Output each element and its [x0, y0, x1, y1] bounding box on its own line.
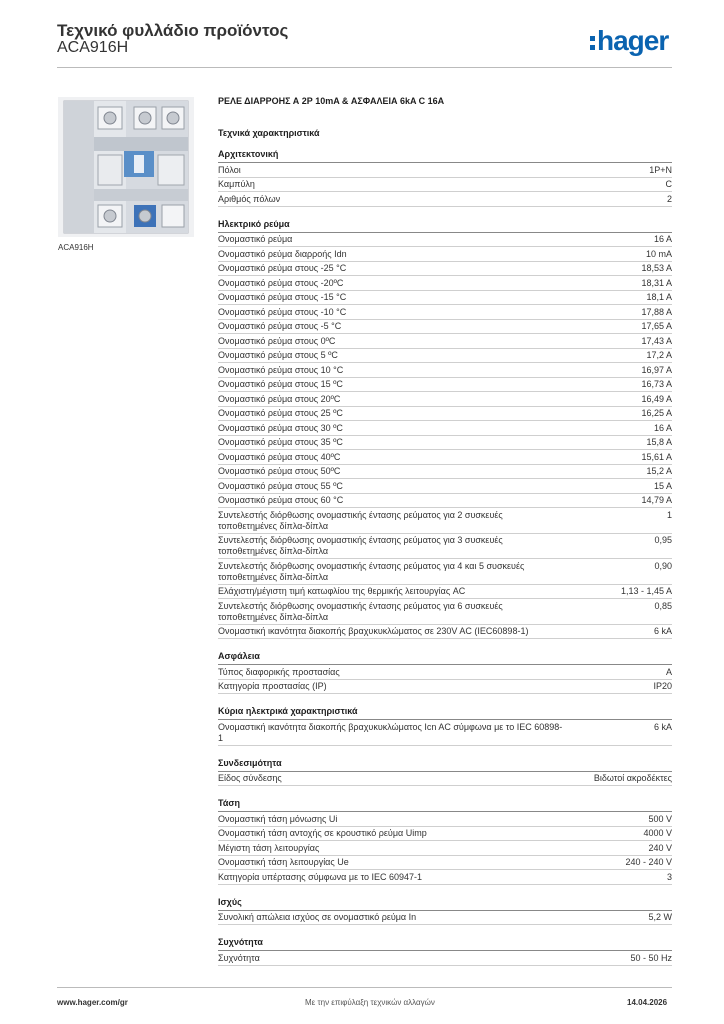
spec-group-title: Αρχιτεκτονική: [218, 149, 672, 163]
spec-groups: [218, 149, 672, 966]
spec-label: Ονομαστικό ρεύμα στους 10 °C: [218, 364, 344, 375]
spec-group: [218, 706, 672, 746]
spec-label: Ονομαστικό ρεύμα στους 55 ºC: [218, 480, 343, 491]
spec-sheet: [218, 96, 672, 978]
spec-row: [218, 508, 672, 534]
spec-row: [218, 951, 672, 966]
spec-row: [218, 841, 672, 856]
spec-label: Κατηγορία προστασίας (IP): [218, 681, 327, 691]
spec-row: [218, 856, 672, 871]
spec-row: [218, 720, 672, 746]
spec-group: [218, 937, 672, 966]
spec-row: [218, 363, 672, 378]
spec-value: 1P+N: [649, 164, 672, 175]
spec-value: 15 A: [653, 480, 672, 491]
spec-label: Συντελεστής διόρθωσης ονομαστικής έντασης ρεύματος για 2 συσκευές τοποθετημένες δίπλα-δίπλα: [218, 509, 503, 531]
spec-value: 16,73 A: [641, 379, 672, 389]
spec-label: Ονομαστικό ρεύμα στους 0ºC: [218, 335, 336, 346]
spec-label: Ονομαστική τάση αντοχής σε κρουστικό ρεύμα Uimp: [218, 828, 427, 838]
spec-row: [218, 320, 672, 335]
spec-label: Κατηγορία υπέρτασης σύμφωνα με το IEC 60947-1: [218, 871, 423, 882]
header-product-code: ACA916H: [57, 39, 129, 56]
footer-note: Με την επιφύλαξη τεχνικών αλλαγών: [305, 998, 435, 1007]
spec-value: 15,61 A: [641, 451, 672, 462]
footer-date: 14.04.2026: [627, 998, 668, 1007]
spec-label: Καμπύλη: [218, 179, 255, 189]
spec-row: [218, 479, 672, 494]
spec-label: Συντελεστής διόρθωσης ονομαστικής έντασης ρεύματος για 6 συσκευές τοποθετημένες δίπλα-δίπλα: [218, 600, 503, 622]
spec-label: Ονομαστικό ρεύμα στους -25 °C: [218, 263, 347, 273]
spec-group: [218, 651, 672, 694]
spec-row: [218, 494, 672, 509]
spec-value: 14,79 A: [641, 495, 672, 505]
spec-row: [218, 291, 672, 306]
spec-label: Ονομαστικό ρεύμα στους 5 ºC: [218, 350, 338, 360]
spec-label: Ονομαστικό ρεύμα διαρροής Idn: [218, 248, 347, 259]
spec-value: 0,85: [654, 600, 672, 611]
spec-value: IP20: [653, 681, 672, 691]
spec-row: [218, 247, 672, 262]
spec-label: Ονομαστική ικανότητα διακοπής βραχυκυκλώματος Icn AC σύμφωνα με το IEC 60898-1: [218, 721, 563, 743]
spec-group-title: Ηλεκτρικό ρεύμα: [218, 219, 672, 233]
spec-value: 10 mA: [645, 248, 672, 259]
spec-value: 15,8 A: [646, 437, 672, 447]
spec-row: [218, 349, 672, 364]
spec-value: 18,1 A: [646, 292, 672, 302]
spec-row: [218, 378, 672, 393]
spec-row: [218, 870, 672, 885]
spec-value: 16,49 A: [641, 393, 672, 404]
spec-row: [218, 178, 672, 193]
spec-row: [218, 534, 672, 560]
spec-label: Ονομαστικό ρεύμα στους -20ºC: [218, 277, 344, 288]
spec-label: Συνολική απώλεια ισχύος σε ονομαστικό ρεύμα In: [218, 912, 417, 922]
spec-value: 17,88 A: [641, 306, 672, 317]
spec-value: 16,97 A: [641, 364, 672, 375]
spec-label: Ονομαστικό ρεύμα: [218, 234, 293, 244]
spec-row: [218, 305, 672, 320]
logo-text: hager: [597, 25, 669, 56]
spec-row: [218, 772, 672, 787]
product-image: [58, 97, 194, 237]
spec-row: [218, 262, 672, 277]
header-divider: [57, 67, 672, 68]
spec-label: Ονομαστικό ρεύμα στους -10 °C: [218, 306, 347, 317]
spec-label: Ονομαστικό ρεύμα στους 15 ºC: [218, 379, 343, 389]
spec-row: [218, 559, 672, 585]
spec-row: [218, 599, 672, 625]
spec-row: [218, 585, 672, 600]
spec-row: [218, 163, 672, 178]
spec-row: [218, 421, 672, 436]
spec-row: [218, 911, 672, 926]
spec-row: [218, 334, 672, 349]
spec-value: Βιδωτοί ακροδέκτες: [593, 773, 672, 783]
spec-value: 6 kA: [653, 626, 672, 636]
spec-label: Ονομαστική τάση μόνωσης Ui: [218, 813, 338, 824]
image-caption: ACA916H: [58, 243, 94, 252]
spec-row: [218, 233, 672, 248]
spec-row: [218, 680, 672, 695]
spec-value: 50 - 50 Hz: [630, 952, 672, 963]
spec-label: Ονομαστικό ρεύμα στους -15 °C: [218, 292, 347, 302]
spec-row: [218, 276, 672, 291]
spec-value: 500 V: [648, 813, 672, 824]
spec-value: 15,2 A: [646, 466, 672, 476]
spec-row: [218, 465, 672, 480]
spec-group: [218, 149, 672, 207]
spec-value: 17,2 A: [646, 350, 672, 360]
spec-row: [218, 827, 672, 842]
logo-colon-icon: [590, 36, 595, 50]
product-title: ΡΕΛΕ ΔΙΑΡΡΟΗΣ Α 2Ρ 10mA & ΑΣΦΑΛΕΙΑ 6kA C 16A: [218, 96, 445, 106]
spec-value: 1: [666, 509, 672, 520]
spec-label: Ονομαστικό ρεύμα στους 50ºC: [218, 466, 341, 476]
spec-label: Τύπος διαφορικής προστασίας: [218, 666, 340, 677]
spec-label: Ονομαστική ικανότητα διακοπής βραχυκυκλώματος σε 230V AC (IEC60898-1): [218, 626, 529, 636]
spec-value: 18,31 A: [641, 277, 672, 288]
spec-value: 3: [666, 871, 672, 882]
spec-value: 6 kA: [653, 721, 672, 732]
rcbo-device-icon: [58, 97, 194, 237]
spec-group: [218, 758, 672, 787]
spec-group: [218, 897, 672, 926]
spec-value: 16,25 A: [641, 408, 672, 418]
spec-label: Συντελεστής διόρθωσης ονομαστικής έντασης ρεύματος για 4 και 5 συσκευές τοποθετημένες δίπλα-δίπλα: [218, 560, 525, 582]
spec-group: [218, 798, 672, 885]
spec-row: [218, 625, 672, 640]
spec-group-title: Συχνότητα: [218, 937, 672, 951]
spec-value: 16 A: [653, 422, 672, 433]
spec-value: A: [665, 666, 672, 677]
spec-group-title: Ασφάλεια: [218, 651, 672, 665]
spec-label: Ονομαστικό ρεύμα στους -5 °C: [218, 321, 342, 331]
spec-value: 0,90: [654, 560, 672, 571]
spec-label: Ονομαστικό ρεύμα στους 35 ºC: [218, 437, 343, 447]
spec-row: [218, 436, 672, 451]
section-title: Τεχνικά χαρακτηριστικά: [218, 128, 320, 138]
spec-value: C: [665, 179, 672, 189]
spec-group-title: Τάση: [218, 798, 672, 812]
spec-label: Συχνότητα: [218, 952, 260, 963]
footer-website[interactable]: www.hager.com/gr: [57, 998, 128, 1007]
hager-logo: [590, 26, 668, 56]
spec-value: 4000 V: [643, 828, 672, 838]
spec-row: [218, 812, 672, 827]
spec-label: Είδος σύνδεσης: [218, 773, 282, 783]
spec-row: [218, 392, 672, 407]
spec-row: [218, 665, 672, 680]
spec-group: [218, 219, 672, 640]
spec-label: Ελάχιστη/μέγιστη τιμή κατωφλίου της θερμικής λειτουργίας AC: [218, 586, 466, 596]
spec-label: Ονομαστικό ρεύμα στους 25 ºC: [218, 408, 343, 418]
spec-group-title: Κύρια ηλεκτρικά χαρακτηριστικά: [218, 706, 672, 720]
spec-label: Ονομαστικό ρεύμα στους 30 ºC: [218, 422, 343, 433]
spec-value: 16 A: [653, 234, 672, 244]
spec-label: Ονομαστικό ρεύμα στους 40ºC: [218, 451, 341, 462]
spec-group-title: Ισχύς: [218, 897, 672, 911]
spec-row: [218, 407, 672, 422]
spec-value: 1,13 - 1,45 A: [620, 586, 672, 596]
spec-label: Ονομαστικό ρεύμα στους 60 °C: [218, 495, 344, 505]
spec-row: [218, 450, 672, 465]
spec-label: Ονομαστική τάση λειτουργίας Ue: [218, 857, 349, 867]
footer-divider: [57, 987, 672, 988]
spec-value: 2: [666, 193, 672, 204]
spec-value: 0,95: [654, 535, 672, 545]
spec-label: Πόλοι: [218, 164, 241, 175]
spec-value: 17,43 A: [641, 335, 672, 346]
spec-group-title: Συνδεσιμότητα: [218, 758, 672, 772]
spec-value: 240 - 240 V: [625, 857, 672, 867]
spec-value: 18,53 A: [641, 263, 672, 273]
spec-label: Αριθμός πόλων: [218, 193, 281, 204]
spec-label: Μέγιστη τάση λειτουργίας: [218, 842, 320, 853]
spec-label: Ονομαστικό ρεύμα στους 20ºC: [218, 393, 341, 404]
spec-value: 240 V: [648, 842, 672, 853]
header-title: Τεχνικό φυλλάδιο προϊόντος: [57, 21, 289, 40]
spec-value: 5,2 W: [648, 912, 672, 922]
spec-value: 17,65 A: [641, 321, 672, 331]
spec-row: [218, 192, 672, 207]
spec-label: Συντελεστής διόρθωσης ονομαστικής έντασης ρεύματος για 3 συσκευές τοποθετημένες δίπλα-δίπλα: [218, 535, 503, 556]
